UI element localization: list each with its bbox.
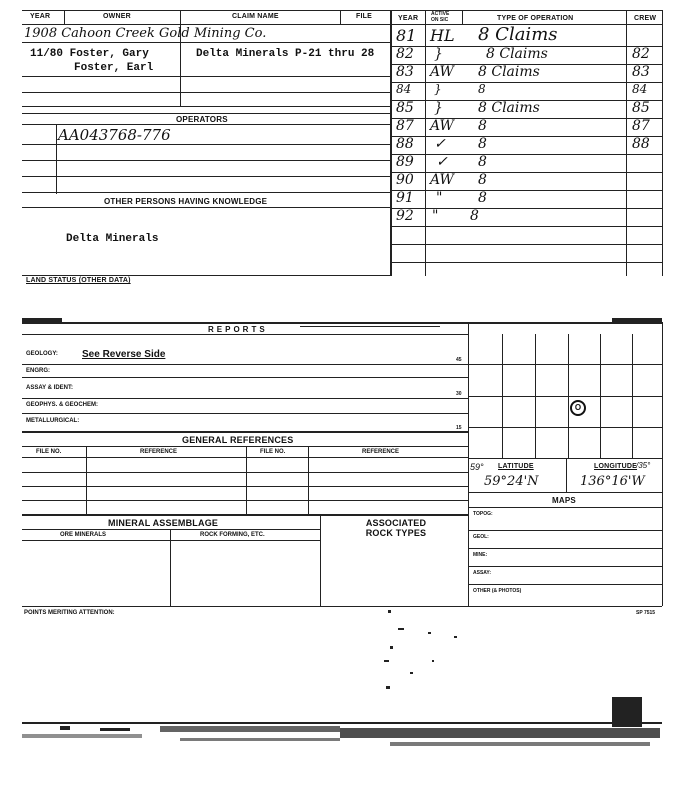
log-active: " <box>432 208 439 224</box>
maps-topog-label: TOPOG: <box>473 511 493 517</box>
log-year: 89 <box>396 154 414 170</box>
log-type: 8 <box>478 190 487 206</box>
maps-other-label: OTHER (& PHOTOS) <box>473 588 522 594</box>
owner-entry-3: Foster, Earl <box>74 62 154 74</box>
associated-rock-types-label: ASSOCIATED ROCK TYPES <box>365 518 427 538</box>
geology-value: See Reverse Side <box>82 349 166 360</box>
longitude-label: LONGITUDE <box>594 463 638 470</box>
log-active: ✓ <box>436 154 448 170</box>
longitude-value: 136°16'W <box>580 474 645 489</box>
maps-assay-label: ASSAY: <box>473 570 492 576</box>
log-type: 8 <box>478 136 487 152</box>
ore-minerals-label: ORE MINERALS <box>60 532 107 538</box>
log-crew: 87 <box>632 118 650 134</box>
geology-label: GEOLOGY: <box>26 351 58 357</box>
owner-entry-2: 11/80 Foster, Gary <box>30 48 149 60</box>
form-number: SP 7515 <box>636 610 656 616</box>
log-year: 88 <box>396 136 414 152</box>
other-persons-label: OTHER PERSONS HAVING KNOWLEDGE <box>104 197 268 206</box>
reports-title: REPORTS <box>208 325 268 334</box>
log-crew: 88 <box>632 136 650 152</box>
maps-title: MAPS <box>552 496 576 505</box>
mineral-assemblage-title: MINERAL ASSEMBLAGE <box>108 518 219 528</box>
log-active: " <box>436 190 443 206</box>
latitude-label: LATITUDE <box>498 463 534 470</box>
log-crew: 82 <box>632 46 650 62</box>
ref-col-reference-2: REFERENCE <box>362 449 400 455</box>
log-year: 92 <box>396 208 414 224</box>
maps-mine-label: MINE: <box>473 552 488 558</box>
log-type: 8 Claims <box>478 24 558 45</box>
rock-forming-label: ROCK FORMING, ETC. <box>200 532 265 538</box>
latitude-value: 59°24'N <box>484 474 539 489</box>
header-crew: CREW <box>634 15 657 22</box>
header-year-2: YEAR <box>398 15 419 22</box>
log-active: HL <box>430 26 455 45</box>
log-year: 82 <box>396 46 414 62</box>
margin-number: 30 <box>456 391 462 397</box>
header-type-of-operation: TYPE OF OPERATION <box>497 15 574 22</box>
log-year: 85 <box>396 100 414 116</box>
log-crew: 85 <box>632 100 650 116</box>
ref-col-file-no: FILE NO. <box>36 449 62 455</box>
points-meriting-label: POINTS MERITING ATTENTION: <box>24 610 115 616</box>
log-active: } <box>434 82 442 96</box>
header-on-sic: ON SIC <box>431 17 449 23</box>
log-active: } <box>434 100 443 116</box>
claim-name-value: Delta Minerals P-21 thru 28 <box>196 48 375 60</box>
owner-entry-1: 1908 Cahoon Creek Gold Mining Co. <box>24 26 267 41</box>
metallurgical-label: METALLURGICAL: <box>26 418 80 424</box>
log-type: 8 Claims <box>478 100 540 116</box>
operators-label: OPERATORS <box>176 115 228 124</box>
maps-geol-label: GEOL: <box>473 534 489 540</box>
margin-number: 15 <box>456 425 462 431</box>
log-year: 83 <box>396 64 414 80</box>
lat-degree: 59° <box>470 462 484 472</box>
land-status-label: LAND STATUS (OTHER DATA) <box>26 277 131 284</box>
assay-ident-label: ASSAY & IDENT: <box>26 385 74 391</box>
log-type: 8 Claims <box>478 64 540 80</box>
header-owner: OWNER <box>103 13 131 20</box>
ref-col-reference: REFERENCE <box>140 449 178 455</box>
log-year: 90 <box>396 172 414 188</box>
log-type: 8 <box>478 154 487 170</box>
header-active: ACTIVE <box>431 11 450 17</box>
general-references-title: GENERAL REFERENCES <box>182 435 294 445</box>
log-crew: 83 <box>632 64 650 80</box>
log-type: 8 Claims <box>486 46 548 62</box>
log-active: AW <box>430 64 454 80</box>
geophys-geochem-label: GEOPHYS. & GEOCHEM: <box>26 402 99 408</box>
header-claim-name: CLAIM NAME <box>232 13 279 20</box>
log-active: ✓ <box>434 136 446 152</box>
other-persons-value: Delta Minerals <box>66 233 159 245</box>
log-year: 84 <box>396 82 412 96</box>
log-year: 81 <box>396 26 417 45</box>
margin-number: 45 <box>456 357 462 363</box>
log-type: 8 <box>478 172 487 188</box>
log-year: 87 <box>396 118 414 134</box>
operators-value: AA043768-776 <box>58 126 171 144</box>
log-year: 91 <box>396 190 414 206</box>
log-type: 8 <box>478 82 486 96</box>
log-active: AW <box>430 172 454 188</box>
grid-mark: O <box>570 400 586 416</box>
header-year: YEAR <box>30 13 51 20</box>
header-file: FILE <box>356 13 372 20</box>
log-crew: 84 <box>632 82 648 96</box>
lon-degree: /35° <box>636 461 651 470</box>
log-active: AW <box>430 118 454 134</box>
log-active: } <box>434 46 443 62</box>
engrg-label: ENGRG: <box>26 368 50 374</box>
log-type: 8 <box>470 208 479 224</box>
log-type: 8 <box>478 118 487 134</box>
ref-col-file-no-2: FILE NO. <box>260 449 286 455</box>
